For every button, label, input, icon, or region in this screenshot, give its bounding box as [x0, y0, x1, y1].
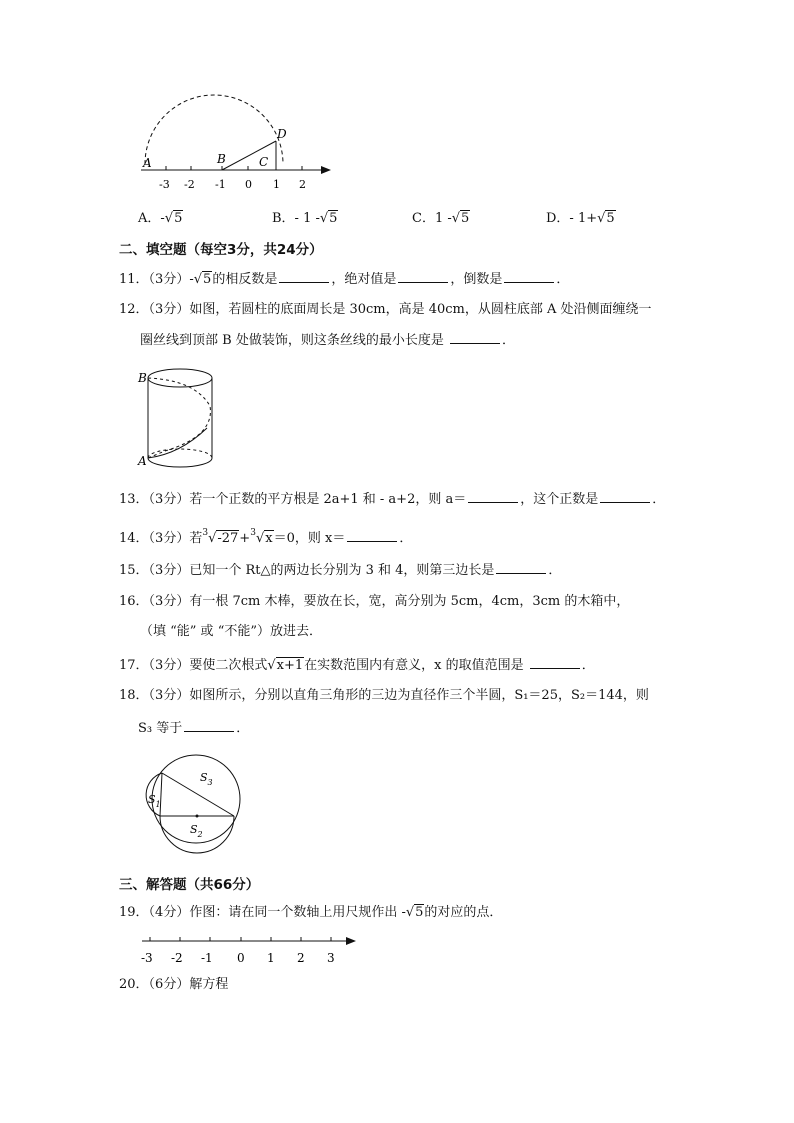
point-label-c: C	[259, 155, 269, 169]
answer-blank[interactable]	[450, 331, 500, 344]
question-12-line1: 12．（3分）如图，若圆柱的底面周长是 30cm，高是 40cm，从圆柱底部 A 处沿侧面缠绕一	[119, 302, 652, 317]
tick-label: 1	[273, 178, 280, 191]
section-title-solutions: 三、解答题（共66分）	[119, 877, 260, 893]
question-15: 15．（3分）已知一个 Rt△的两边长分别为 3 和 4，则第三边长是 ．	[119, 563, 562, 578]
question-18-line1: 18．（3分）如图所示，分别以直角三角形的三边为直径作三个半圆，S₁＝25，S₂＝144，则	[119, 688, 649, 703]
numberline-semicircle-figure	[135, 108, 345, 198]
svg-text:1: 1	[267, 951, 275, 965]
numberline-figure-q19	[138, 930, 368, 970]
cylinder-figure	[135, 366, 225, 476]
cyl-label-b: B	[138, 371, 147, 385]
tick-label: 0	[245, 178, 252, 191]
tick-label: -1	[215, 178, 226, 191]
option-a: A．-√5	[138, 211, 183, 226]
question-12-line2: 圈丝线到顶部 B 处做装饰，则这条丝线的最小长度是 ．	[140, 333, 515, 348]
answer-blank[interactable]	[184, 719, 234, 732]
tick-label: 2	[299, 178, 306, 191]
question-13: 13．（3分）若一个正数的平方根是 2a+1 和 - a+2，则 a＝ ，这个正数是 ．	[119, 492, 666, 507]
cyl-label-a: A	[138, 454, 147, 468]
svg-text:3: 3	[327, 951, 335, 965]
svg-text:-1: -1	[201, 951, 213, 965]
point-label-a: A	[143, 156, 152, 170]
option-b: B．- 1 -√5	[272, 211, 338, 226]
semicircles-figure	[138, 753, 248, 863]
option-d: D．- 1+√5	[546, 211, 615, 226]
question-19: 19．（4分）作图：请在同一个数轴上用尺规作出 -√5的对应的点．	[119, 905, 503, 920]
question-18-line2: S₃ 等于 ．	[138, 721, 250, 736]
answer-blank[interactable]	[496, 561, 546, 574]
answer-blank[interactable]	[600, 490, 650, 503]
question-17: 17．（3分）要使二次根式√x+1在实数范围内有意义，x 的取值范围是 ．	[119, 658, 595, 673]
question-16-line2: （填 “能” 或 “不能”）放进去．	[140, 624, 322, 639]
svg-text:-2: -2	[171, 951, 183, 965]
svg-text:-3: -3	[141, 951, 153, 965]
question-11: 11．（3分）-√5的相反数是 ，绝对值是 ，倒数是 ．	[119, 272, 570, 287]
svg-text:S1: $S_1$	[148, 793, 161, 809]
tick-label: -2	[184, 178, 195, 191]
answer-blank[interactable]	[504, 270, 554, 283]
tick-label: -3	[159, 178, 170, 191]
svg-text:0: 0	[237, 951, 245, 965]
question-14: 14．（3分）若$^3$√-27+$^3$√x＝0，则 x＝ ．	[119, 528, 413, 546]
point-label-b: B	[217, 152, 226, 166]
answer-blank[interactable]	[279, 270, 329, 283]
svg-text:S3: $S_3$	[200, 771, 213, 787]
answer-blank[interactable]	[347, 529, 397, 542]
answer-blank[interactable]	[468, 490, 518, 503]
section-title-fill-in: 二、填空题（每空3分，共24分）	[119, 242, 323, 258]
answer-blank[interactable]	[398, 270, 448, 283]
question-16-line1: 16．（3分）有一根 7cm 木棒，要放在长，宽，高分别为 5cm，4cm，3cm 的木箱中，	[119, 594, 630, 609]
question-20: 20．（6分）解方程	[119, 977, 229, 992]
svg-text:S2: $S_2$	[190, 823, 203, 839]
answer-blank[interactable]	[530, 656, 580, 669]
point-label-d: D	[277, 127, 287, 141]
svg-text:2: 2	[297, 951, 305, 965]
option-c: C．1 -√5	[412, 211, 470, 226]
